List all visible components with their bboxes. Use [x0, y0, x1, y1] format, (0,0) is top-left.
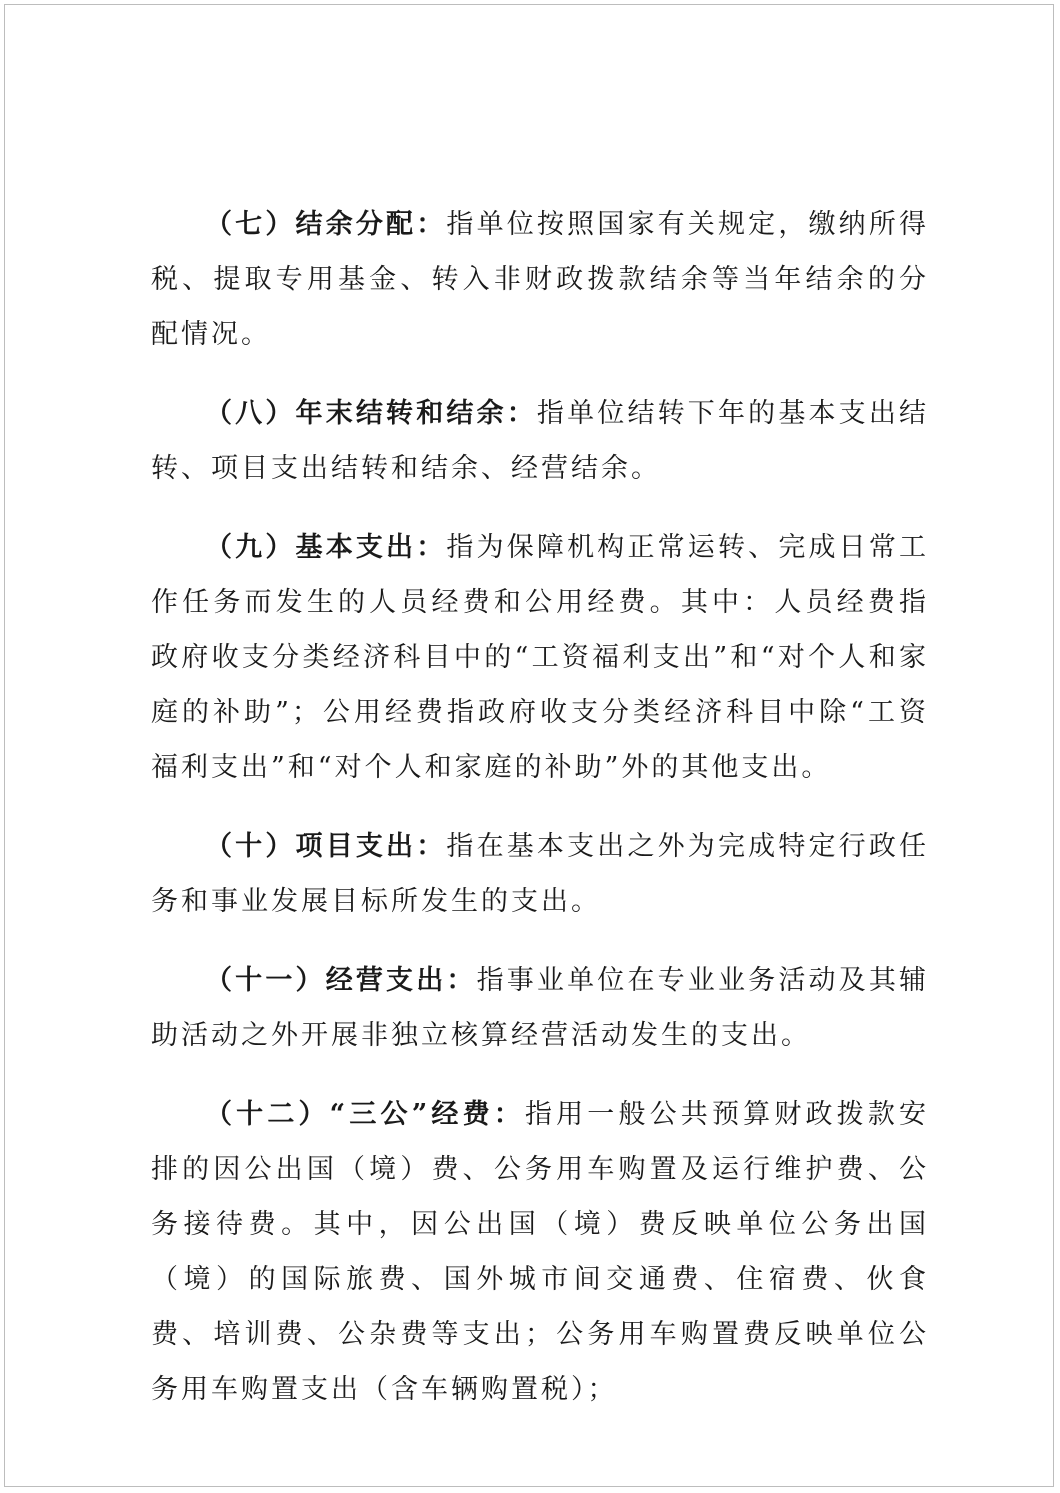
paragraph-text: 指在基本支出之外为完成特定行政任务和事业发展目标所发生的支出。 [151, 831, 930, 917]
paragraph-eleven [151, 953, 929, 1063]
paragraph-eight [151, 386, 929, 496]
paragraph-seven [151, 197, 929, 362]
paragraph-heading: （十一）经营支出： [205, 965, 477, 996]
paragraph-nine [151, 520, 929, 795]
document-body [151, 197, 929, 1441]
document-page [4, 4, 1054, 1487]
paragraph-heading: （八）年末结转和结余： [205, 398, 537, 429]
paragraph-ten [151, 819, 929, 929]
paragraph-text: 指事业单位在专业业务活动及其辅助活动之外开展非独立核算经营活动发生的支出。 [151, 965, 930, 1051]
paragraph-heading: （七）结余分配： [205, 209, 447, 240]
paragraph-text: 指单位结转下年的基本支出结转、项目支出结转和结余、经营结余。 [151, 398, 930, 484]
paragraph-text: 指用一般公共预算财政拨款安排的因公出国（境）费、公务用车购置及运行维护费、公务接待费。其中，因公出国（境）费反映单位公务出国（境）的国际旅费、国外城市间交通费、住宿费、伙食费、培训费、公杂费等支出；公务用车购置费反映单位公务用车购置支出（含车辆购置税）； [151, 1099, 930, 1405]
paragraph-text: 指单位按照国家有关规定，缴纳所得税、提取专用基金、转入非财政拨款结余等当年结余的分配情况。 [151, 209, 930, 350]
paragraph-heading: （九）基本支出： [205, 532, 447, 563]
paragraph-heading: （十二）“三公”经费： [205, 1099, 525, 1130]
paragraph-twelve [151, 1087, 929, 1417]
paragraph-text: 指为保障机构正常运转、完成日常工作任务而发生的人员经费和公用经费。其中：人员经费指政府收支分类经济科目中的“工资福利支出”和“对个人和家庭的补助”；公用经费指政府收支分类经济科目中除“工资福利支出”和“对个人和家庭的补助”外的其他支出。 [151, 532, 930, 783]
paragraph-heading: （十）项目支出： [205, 831, 447, 862]
